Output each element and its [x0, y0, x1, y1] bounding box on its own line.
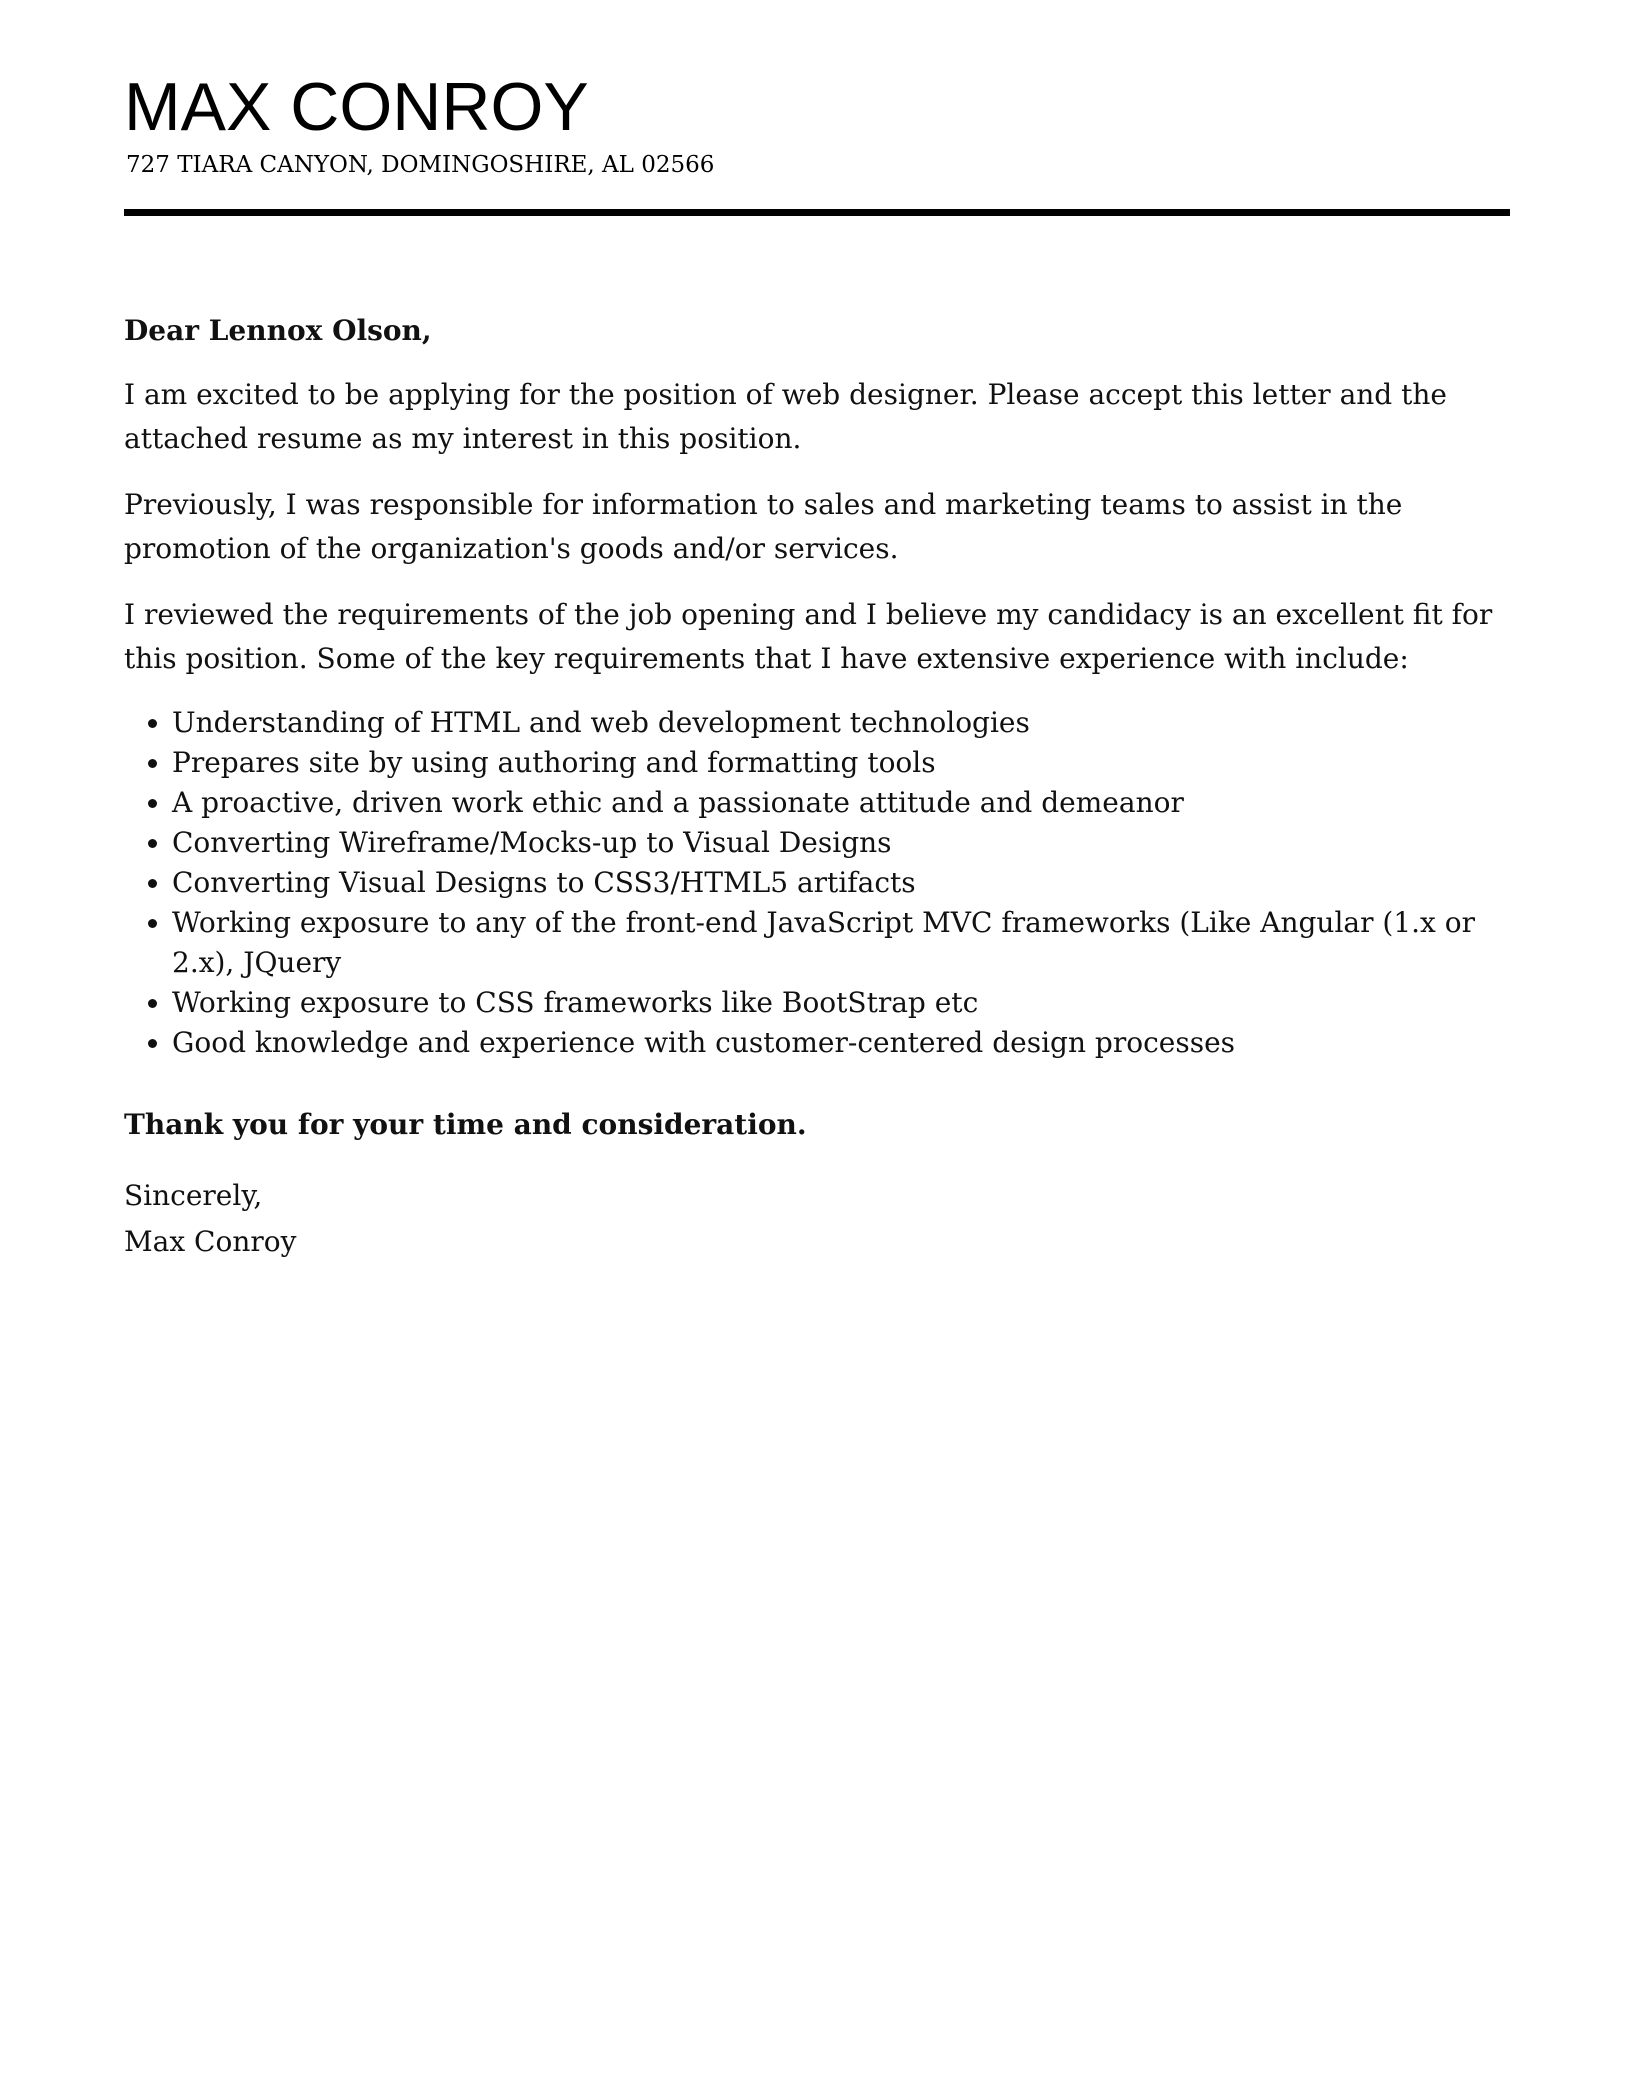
paragraph-intro: I am excited to be applying for the position of web designer. Please accept this letter and the attached resume as my interest in this position. — [124, 378, 1447, 455]
list-item: • Prepares site by using authoring and formatting tools — [172, 743, 1510, 783]
list-item: • Working exposure to CSS frameworks like BootStrap etc — [172, 983, 1510, 1023]
closing-line: Thank you for your time and consideration. — [124, 1108, 807, 1141]
paragraph-experience: Previously, I was responsible for information to sales and marketing teams to assist in the promotion of the organization's goods and/or services. — [124, 488, 1403, 565]
list-item: • Converting Visual Designs to CSS3/HTML5 artifacts — [172, 863, 1510, 903]
signoff: Sincerely, — [124, 1179, 263, 1212]
list-item: • Good knowledge and experience with customer-centered design processes — [172, 1023, 1510, 1063]
applicant-name: MAX CONROY — [124, 69, 589, 145]
list-item: • Converting Wireframe/Mocks-up to Visual Designs — [172, 823, 1510, 863]
signature-name: Max Conroy — [124, 1225, 297, 1258]
requirements-list — [124, 703, 1510, 1063]
cover-letter-page — [124, 0, 1510, 1265]
salutation: Dear Lennox Olson, — [124, 314, 432, 347]
applicant-address: 727 TIARA CANYON, DOMINGOSHIRE, AL 02566 — [126, 152, 715, 178]
letter-header — [124, 68, 1510, 216]
paragraph-requirements: I reviewed the requirements of the job opening and I believe my candidacy is an excellent fit for this position. Some of the key requirements that I have extensive experience with include: — [124, 598, 1493, 675]
letter-body — [124, 309, 1510, 1265]
list-item: • Understanding of HTML and web development technologies — [172, 703, 1510, 743]
list-item: • Working exposure to any of the front-end JavaScript MVC frameworks (Like Angular (1.x or 2.x), JQuery — [172, 903, 1510, 983]
header-divider — [124, 209, 1510, 216]
list-item: • A proactive, driven work ethic and a passionate attitude and demeanor — [172, 783, 1510, 823]
